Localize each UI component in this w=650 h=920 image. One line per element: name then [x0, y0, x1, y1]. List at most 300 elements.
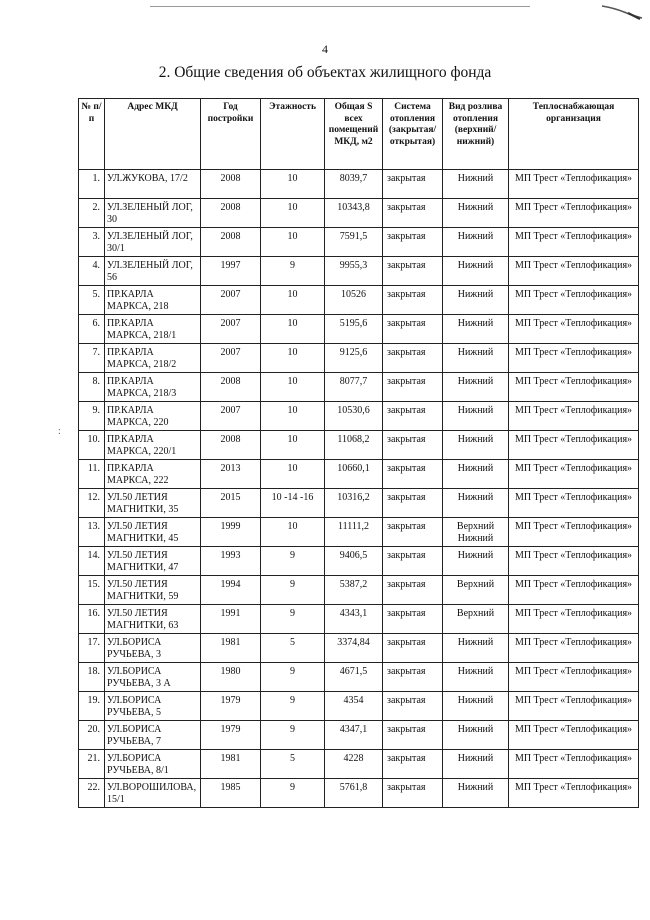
area-cell-text: 4228 [343, 753, 364, 764]
area-cell-text: 9406,5 [339, 550, 368, 561]
floors-cell [261, 257, 325, 286]
distribution-type-cell-text: Нижний [457, 173, 494, 184]
distribution-type-cell [443, 460, 509, 489]
year-cell-text: 1980 [220, 666, 241, 677]
year-cell [201, 692, 261, 721]
row-number-cell-text: 16. [87, 608, 100, 619]
address-cell-text: УЛ.50 ЛЕТИЯ МАГНИТКИ, 35 [107, 492, 179, 515]
heat-supplier-cell-text: МП Трест «Теплофикация» [514, 376, 633, 387]
heating-system-cell-text: закрытая [387, 202, 426, 213]
row-number-cell [79, 721, 105, 750]
heat-supplier-cell [509, 489, 639, 518]
housing-table-wrapper [78, 98, 639, 808]
row-number-cell-text: 7. [92, 347, 100, 358]
floors-cell [261, 199, 325, 228]
distribution-type-cell [443, 315, 509, 344]
row-number-cell [79, 779, 105, 808]
year-cell [201, 199, 261, 228]
heating-system-cell-text: закрытая [387, 550, 426, 561]
floors-cell [261, 518, 325, 547]
distribution-type-cell [443, 431, 509, 460]
floors-cell [261, 286, 325, 315]
table-row [79, 199, 639, 228]
address-cell-text: ПР.КАРЛА МАРКСА, 218/2 [107, 347, 177, 370]
address-cell-text: УЛ.50 ЛЕТИЯ МАГНИТКИ, 45 [107, 521, 179, 544]
address-cell-text: УЛ.ЗЕЛЕНЫЙ ЛОГ, 30 [107, 202, 193, 225]
year-cell-text: 1981 [220, 637, 241, 648]
distribution-type-cell [443, 663, 509, 692]
floors-cell-text: 9 [290, 666, 295, 677]
heat-supplier-cell-text: МП Трест «Теплофикация» [514, 173, 633, 184]
year-cell [201, 402, 261, 431]
floors-cell [261, 344, 325, 373]
table-row [79, 576, 639, 605]
heat-supplier-cell [509, 315, 639, 344]
row-number-cell [79, 228, 105, 257]
area-cell-text: 5761,8 [339, 782, 368, 793]
housing-table [78, 98, 639, 808]
area-cell [325, 402, 383, 431]
area-cell-text: 11111,2 [337, 521, 369, 532]
heating-system-cell-text: закрытая [387, 753, 426, 764]
stray-pen-mark: : [58, 426, 61, 437]
heating-system-cell [383, 721, 443, 750]
header-distribution-type: Вид розлива отопления (верхний/ нижний) [443, 99, 509, 170]
address-cell-text: УЛ.50 ЛЕТИЯ МАГНИТКИ, 63 [107, 608, 179, 631]
table-row [79, 373, 639, 402]
floors-cell-text: 9 [290, 579, 295, 590]
floors-cell [261, 170, 325, 199]
heating-system-cell [383, 460, 443, 489]
address-cell-text: УЛ.50 ЛЕТИЯ МАГНИТКИ, 59 [107, 579, 179, 602]
distribution-type-cell-text: Нижний [457, 376, 494, 387]
address-cell-text: ПР.КАРЛА МАРКСА, 220/1 [107, 434, 177, 457]
address-cell [105, 576, 201, 605]
heating-system-cell [383, 779, 443, 808]
heating-system-cell-text: закрытая [387, 318, 426, 329]
distribution-type-cell [443, 750, 509, 779]
year-cell-text: 2007 [220, 405, 241, 416]
year-cell [201, 750, 261, 779]
heat-supplier-cell [509, 518, 639, 547]
year-cell [201, 460, 261, 489]
address-cell [105, 344, 201, 373]
heating-system-cell-text: закрытая [387, 173, 426, 184]
area-cell-text: 9955,3 [339, 260, 368, 271]
floors-cell [261, 431, 325, 460]
area-cell-text: 5195,6 [339, 318, 368, 329]
table-row [79, 518, 639, 547]
floors-cell [261, 402, 325, 431]
row-number-cell [79, 460, 105, 489]
year-cell [201, 286, 261, 315]
area-cell-text: 10526 [341, 289, 366, 300]
section-title: 2. Общие сведения об объектах жилищного фонда [158, 64, 492, 81]
distribution-type-cell [443, 576, 509, 605]
floors-cell [261, 315, 325, 344]
heating-system-cell [383, 750, 443, 779]
area-cell-text: 9125,6 [339, 347, 368, 358]
heating-system-cell [383, 402, 443, 431]
year-cell-text: 2007 [220, 289, 241, 300]
header-heat-supplier: Теплоснабжающая организация [509, 99, 639, 170]
year-cell-text: 1985 [220, 782, 241, 793]
heating-system-cell [383, 170, 443, 199]
row-number-cell-text: 22. [87, 782, 100, 793]
heating-system-cell [383, 373, 443, 402]
table-row [79, 634, 639, 663]
row-number-cell-text: 13. [87, 521, 100, 532]
row-number-cell [79, 547, 105, 576]
floors-cell-text: 10 [287, 289, 298, 300]
year-cell [201, 489, 261, 518]
heat-supplier-cell [509, 228, 639, 257]
area-cell [325, 576, 383, 605]
row-number-cell-text: 14. [87, 550, 100, 561]
row-number-cell [79, 634, 105, 663]
row-number-cell-text: 4. [92, 260, 100, 271]
floors-cell-text: 10 [287, 173, 298, 184]
year-cell [201, 779, 261, 808]
year-cell-text: 2013 [220, 463, 241, 474]
heat-supplier-cell [509, 663, 639, 692]
area-cell [325, 489, 383, 518]
distribution-type-cell-text: Нижний [457, 289, 494, 300]
floors-cell [261, 605, 325, 634]
heat-supplier-cell [509, 634, 639, 663]
area-cell [325, 779, 383, 808]
area-cell [325, 634, 383, 663]
heating-system-cell [383, 228, 443, 257]
floors-cell-text: 9 [290, 260, 295, 271]
heating-system-cell [383, 315, 443, 344]
address-cell [105, 692, 201, 721]
heating-system-cell-text: закрытая [387, 492, 426, 503]
distribution-type-cell-text: Нижний [457, 724, 494, 735]
heat-supplier-cell [509, 460, 639, 489]
table-row [79, 315, 639, 344]
floors-cell-text: 5 [290, 753, 295, 764]
distribution-type-cell-text: Нижний [457, 463, 494, 474]
address-cell-text: УЛ.ЗЕЛЕНЫЙ ЛОГ, 30/1 [107, 231, 193, 254]
heat-supplier-cell-text: МП Трест «Теплофикация» [514, 521, 633, 532]
address-cell-text: УЛ.ЗЕЛЕНЫЙ ЛОГ, 56 [107, 260, 193, 283]
table-row [79, 663, 639, 692]
year-cell-text: 2007 [220, 347, 241, 358]
heating-system-cell-text: закрытая [387, 608, 426, 619]
heating-system-cell [383, 634, 443, 663]
heat-supplier-cell-text: МП Трест «Теплофикация» [514, 724, 633, 735]
heat-supplier-cell [509, 576, 639, 605]
address-cell-text: ПР.КАРЛА МАРКСА, 218 [107, 289, 169, 312]
row-number-cell [79, 257, 105, 286]
distribution-type-cell [443, 779, 509, 808]
row-number-cell [79, 373, 105, 402]
heat-supplier-cell-text: МП Трест «Теплофикация» [514, 492, 633, 503]
heat-supplier-cell-text: МП Трест «Теплофикация» [514, 202, 633, 213]
row-number-cell-text: 17. [87, 637, 100, 648]
row-number-cell-text: 10. [87, 434, 100, 445]
floors-cell-text: 10 [287, 318, 298, 329]
heat-supplier-cell [509, 170, 639, 199]
heating-system-cell [383, 605, 443, 634]
distribution-type-cell [443, 402, 509, 431]
header-year: Год постройки [201, 99, 261, 170]
year-cell-text: 1999 [220, 521, 241, 532]
distribution-type-cell [443, 547, 509, 576]
year-cell [201, 634, 261, 663]
page-number: 4 [322, 42, 328, 56]
distribution-type-cell-text: Нижний [457, 347, 494, 358]
address-cell-text: УЛ.ВОРОШИЛОВА, 15/1 [107, 782, 197, 805]
area-cell [325, 692, 383, 721]
row-number-cell-text: 6. [92, 318, 100, 329]
floors-cell-text: 10 -14 -16 [271, 492, 314, 503]
heat-supplier-cell [509, 547, 639, 576]
distribution-type-cell-text: Нижний [457, 260, 494, 271]
distribution-type-cell-text: Нижний [457, 753, 494, 764]
heating-system-cell-text: закрытая [387, 579, 426, 590]
distribution-type-cell [443, 199, 509, 228]
scan-edge-line [150, 6, 530, 7]
distribution-type-cell [443, 605, 509, 634]
address-cell-text: УЛ.БОРИСА РУЧЬЕВА, 8/1 [107, 753, 169, 776]
heating-system-cell-text: закрытая [387, 695, 426, 706]
heat-supplier-cell-text: МП Трест «Теплофикация» [514, 579, 633, 590]
distribution-type-cell-text: Нижний [457, 202, 494, 213]
distribution-type-cell [443, 373, 509, 402]
address-cell-text: ПР.КАРЛА МАРКСА, 218/3 [107, 376, 177, 399]
year-cell [201, 344, 261, 373]
year-cell-text: 1979 [220, 724, 241, 735]
floors-cell-text: 5 [290, 637, 295, 648]
floors-cell [261, 460, 325, 489]
area-cell [325, 605, 383, 634]
heating-system-cell-text: закрытая [387, 521, 426, 532]
year-cell-text: 1981 [220, 753, 241, 764]
heating-system-cell-text: закрытая [387, 231, 426, 242]
distribution-type-cell-text: Нижний [457, 666, 494, 677]
heat-supplier-cell-text: МП Трест «Теплофикация» [514, 434, 633, 445]
row-number-cell-text: 20. [87, 724, 100, 735]
table-row [79, 228, 639, 257]
distribution-type-cell-text: Нижний [457, 318, 494, 329]
address-cell-text: УЛ.БОРИСА РУЧЬЕВА, 3 А [107, 666, 171, 689]
heat-supplier-cell-text: МП Трест «Теплофикация» [514, 405, 633, 416]
floors-cell [261, 779, 325, 808]
year-cell [201, 663, 261, 692]
floors-cell [261, 750, 325, 779]
distribution-type-cell-text: Нижний [457, 231, 494, 242]
address-cell-text: ПР.КАРЛА МАРКСА, 220 [107, 405, 169, 428]
distribution-type-cell [443, 518, 509, 547]
address-cell [105, 170, 201, 199]
row-number-cell [79, 431, 105, 460]
floors-cell [261, 634, 325, 663]
year-cell [201, 721, 261, 750]
address-cell [105, 721, 201, 750]
distribution-type-cell [443, 489, 509, 518]
year-cell-text: 1997 [220, 260, 241, 271]
address-cell [105, 518, 201, 547]
row-number-cell-text: 15. [87, 579, 100, 590]
area-cell-text: 10316,2 [337, 492, 370, 503]
area-cell [325, 315, 383, 344]
row-number-cell [79, 286, 105, 315]
area-cell [325, 344, 383, 373]
address-cell-text: УЛ.БОРИСА РУЧЬЕВА, 3 [107, 637, 162, 660]
address-cell [105, 402, 201, 431]
distribution-type-cell [443, 228, 509, 257]
area-cell-text: 8039,7 [339, 173, 368, 184]
heating-system-cell-text: закрытая [387, 347, 426, 358]
address-cell-text: ПР.КАРЛА МАРКСА, 222 [107, 463, 169, 486]
area-cell-text: 7591,5 [339, 231, 368, 242]
distribution-type-cell-text: Нижний [457, 695, 494, 706]
heating-system-cell-text: закрытая [387, 637, 426, 648]
distribution-type-cell-text: Нижний [457, 405, 494, 416]
floors-cell-text: 9 [290, 695, 295, 706]
table-header-row [79, 99, 639, 170]
row-number-cell-text: 1. [92, 173, 100, 184]
year-cell [201, 518, 261, 547]
floors-cell-text: 9 [290, 608, 295, 619]
heat-supplier-cell [509, 257, 639, 286]
area-cell-text: 5387,2 [339, 579, 368, 590]
heat-supplier-cell [509, 779, 639, 808]
table-row [79, 402, 639, 431]
heating-system-cell-text: закрытая [387, 260, 426, 271]
heating-system-cell [383, 663, 443, 692]
heat-supplier-cell [509, 692, 639, 721]
year-cell [201, 576, 261, 605]
area-cell [325, 431, 383, 460]
floors-cell [261, 721, 325, 750]
floors-cell [261, 489, 325, 518]
heating-system-cell-text: закрытая [387, 289, 426, 300]
floors-cell-text: 10 [287, 521, 298, 532]
table-row [79, 750, 639, 779]
row-number-cell [79, 199, 105, 228]
table-row [79, 779, 639, 808]
address-cell-text: УЛ.БОРИСА РУЧЬЕВА, 5 [107, 695, 162, 718]
heat-supplier-cell [509, 721, 639, 750]
heating-system-cell-text: закрытая [387, 463, 426, 474]
distribution-type-cell-text: Нижний [457, 637, 494, 648]
floors-cell-text: 10 [287, 376, 298, 387]
distribution-type-cell [443, 692, 509, 721]
heat-supplier-cell-text: МП Трест «Теплофикация» [514, 753, 633, 764]
area-cell [325, 663, 383, 692]
address-cell-text: ПР.КАРЛА МАРКСА, 218/1 [107, 318, 177, 341]
heating-system-cell-text: закрытая [387, 782, 426, 793]
year-cell-text: 1979 [220, 695, 241, 706]
distribution-type-cell-text: Нижний [457, 550, 494, 561]
heat-supplier-cell-text: МП Трест «Теплофикация» [514, 260, 633, 271]
heat-supplier-cell-text: МП Трест «Теплофикация» [514, 318, 633, 329]
area-cell-text: 4671,5 [339, 666, 368, 677]
floors-cell [261, 373, 325, 402]
heating-system-cell-text: закрытая [387, 434, 426, 445]
address-cell [105, 663, 201, 692]
table-row [79, 257, 639, 286]
address-cell [105, 257, 201, 286]
table-row [79, 721, 639, 750]
heating-system-cell [383, 576, 443, 605]
address-cell [105, 779, 201, 808]
distribution-type-cell-text: Нижний [457, 434, 494, 445]
year-cell [201, 170, 261, 199]
heating-system-cell [383, 489, 443, 518]
row-number-cell [79, 489, 105, 518]
address-cell [105, 199, 201, 228]
area-cell [325, 170, 383, 199]
address-cell [105, 228, 201, 257]
row-number-cell-text: 9. [92, 405, 100, 416]
floors-cell-text: 9 [290, 550, 295, 561]
area-cell-text: 10530,6 [337, 405, 370, 416]
row-number-cell [79, 518, 105, 547]
row-number-cell [79, 750, 105, 779]
address-cell [105, 373, 201, 402]
address-cell-text: УЛ.БОРИСА РУЧЬЕВА, 7 [107, 724, 162, 747]
address-cell [105, 315, 201, 344]
address-cell [105, 750, 201, 779]
header-num: № п/п [79, 99, 105, 170]
area-cell [325, 460, 383, 489]
scan-corner-mark [600, 4, 644, 20]
distribution-type-cell [443, 721, 509, 750]
heat-supplier-cell-text: МП Трест «Теплофикация» [514, 637, 633, 648]
area-cell [325, 199, 383, 228]
year-cell [201, 547, 261, 576]
heat-supplier-cell-text: МП Трест «Теплофикация» [514, 608, 633, 619]
area-cell [325, 721, 383, 750]
table-row [79, 431, 639, 460]
heating-system-cell [383, 518, 443, 547]
heat-supplier-cell-text: МП Трест «Теплофикация» [514, 231, 633, 242]
address-cell [105, 489, 201, 518]
distribution-type-cell [443, 286, 509, 315]
row-number-cell [79, 576, 105, 605]
floors-cell-text: 10 [287, 202, 298, 213]
row-number-cell [79, 663, 105, 692]
year-cell-text: 2015 [220, 492, 241, 503]
area-cell [325, 228, 383, 257]
heat-supplier-cell [509, 344, 639, 373]
address-cell [105, 634, 201, 663]
floors-cell [261, 576, 325, 605]
row-number-cell-text: 8. [92, 376, 100, 387]
year-cell-text: 1991 [220, 608, 241, 619]
header-address: Адрес МКД [105, 99, 201, 170]
floors-cell-text: 10 [287, 347, 298, 358]
row-number-cell-text: 2. [92, 202, 100, 213]
heat-supplier-cell [509, 373, 639, 402]
heat-supplier-cell-text: МП Трест «Теплофикация» [514, 463, 633, 474]
area-cell [325, 547, 383, 576]
heat-supplier-cell-text: МП Трест «Теплофикация» [514, 289, 633, 300]
year-cell-text: 2007 [220, 318, 241, 329]
area-cell-text: 10343,8 [337, 202, 370, 213]
heating-system-cell [383, 547, 443, 576]
distribution-type-cell [443, 257, 509, 286]
distribution-type-cell [443, 170, 509, 199]
year-cell [201, 315, 261, 344]
area-cell-text: 10660,1 [337, 463, 370, 474]
heating-system-cell [383, 692, 443, 721]
year-cell-text: 2008 [220, 173, 241, 184]
